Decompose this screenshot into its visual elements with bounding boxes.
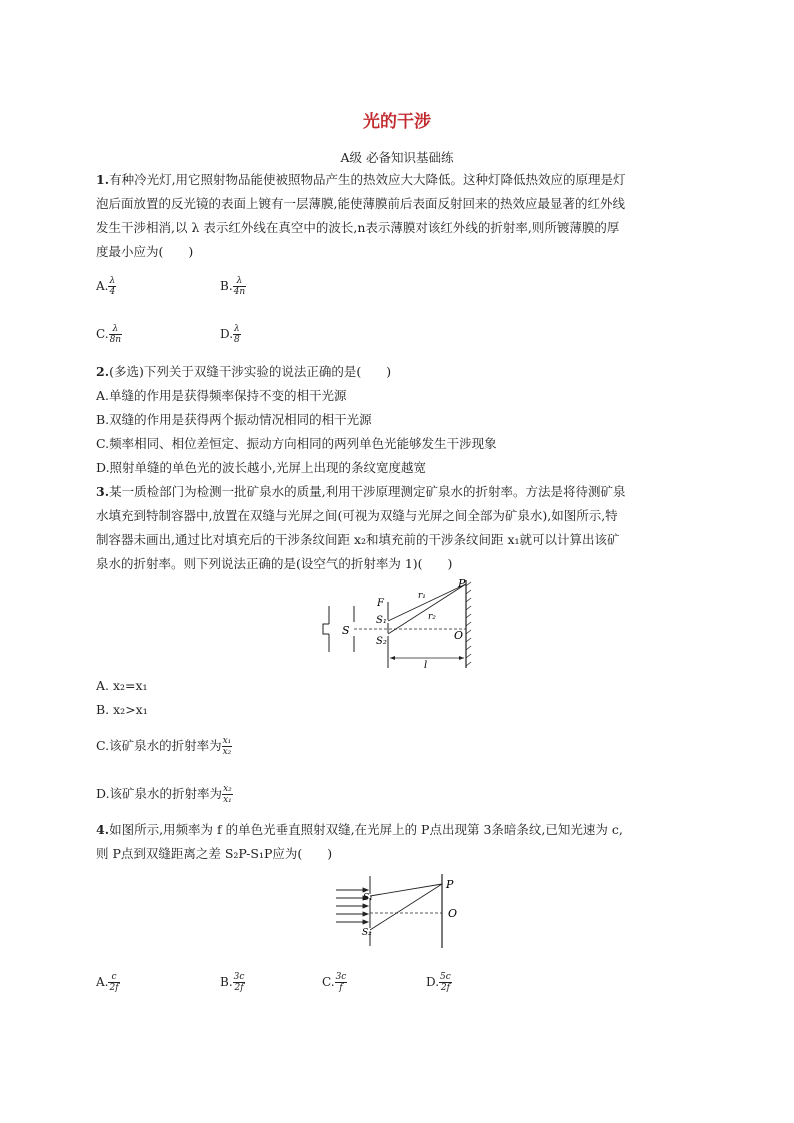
- question-1-line-2: 泡后面放置的反光镜的表面上镀有一层薄膜,能使薄膜前后表面反射回来的热效应最显著的红外线: [96, 196, 625, 211]
- figure-label-p: P: [458, 577, 466, 590]
- question-3-option-b[interactable]: B. x₂>x₁: [96, 702, 148, 717]
- question-3-option-a[interactable]: A. x₂=x₁: [96, 678, 148, 693]
- question-4-option-c[interactable]: C. $\frac{3c}{f}$: [322, 972, 347, 993]
- question-1-option-c[interactable]: C. $\frac{\lambda}{8n}$: [96, 324, 122, 345]
- question-3-line-4: 泉水的折射率。则下列说法正确的是(设空气的折射率为 1)( ): [96, 556, 453, 571]
- question-1-number: 1.: [96, 172, 110, 187]
- question-1-option-a[interactable]: A. $\frac{\lambda}{4}$: [96, 276, 116, 297]
- question-4-option-a[interactable]: A. $\frac{c}{2f}$: [96, 972, 119, 993]
- svg-text:O: O: [454, 629, 464, 642]
- question-1-line-1: 1.有种冷光灯,用它照射物品能使被照物品产生的热效应大大降低。这种灯降低热效应的原理是灯: [96, 172, 626, 187]
- question-1-line-3: 发生干涉相消,以 λ 表示红外线在真空中的波长,n表示薄膜对该红外线的折射率,则所镀薄膜的厚: [96, 220, 620, 235]
- svg-text:S₁: S₁: [376, 615, 387, 626]
- svg-text:l: l: [424, 660, 428, 671]
- svg-text:P: P: [446, 878, 454, 891]
- question-1-option-d[interactable]: D. $\frac{\lambda}{8}$: [220, 324, 240, 345]
- question-2-option-d[interactable]: D.照射单缝的单色光的波长越小,光屏上出现的条纹宽度越宽: [96, 460, 427, 475]
- question-1-line-4: 度最小应为( ): [96, 244, 194, 259]
- svg-text:F: F: [377, 598, 384, 609]
- question-1-option-b[interactable]: B. $\frac{\lambda}{4n}$: [220, 276, 246, 297]
- double-slit-figure-1: [318, 576, 478, 672]
- question-4-option-b[interactable]: B. $\frac{3c}{2f}$: [220, 972, 245, 993]
- svg-text:S: S: [342, 624, 350, 637]
- question-3-option-c[interactable]: C.该矿泉水的折射率为 $\frac{\text{x₁}}{\text{x₂}}$: [96, 736, 232, 757]
- svg-text:r₂: r₂: [428, 612, 436, 622]
- question-2-option-c[interactable]: C.频率相同、相位差恒定、振动方向相同的两列单色光能够发生干涉现象: [96, 436, 497, 451]
- question-2-option-b[interactable]: B.双缝的作用是获得两个振动情况相同的相干光源: [96, 412, 372, 427]
- question-2-option-a[interactable]: A.单缝的作用是获得频率保持不变的相干光源: [96, 388, 347, 403]
- question-3-line-2: 水填充到特制容器中,放置在双缝与光屏之间(可视为双缝与光屏之间全部为矿泉水),如图所示,特: [96, 508, 618, 523]
- section-subtitle: A级 必备知识基础练: [340, 150, 454, 165]
- double-slit-figure-2: [332, 872, 468, 950]
- svg-text:S₂: S₂: [376, 636, 387, 647]
- question-3-line-3: 制容器未画出,通过比对填充后的干涉条纹间距 x₂和填充前的干涉条纹间距 x₁就可以计算出该矿: [96, 532, 620, 547]
- svg-text:O: O: [448, 907, 458, 920]
- question-2-stem: 2.(多选)下列关于双缝干涉实验的说法正确的是( ): [96, 364, 392, 379]
- svg-text:S₂: S₂: [362, 928, 372, 938]
- question-3-option-d[interactable]: D.该矿泉水的折射率为 $\frac{\text{x₂}}{\text{x₁}}$: [96, 784, 232, 805]
- svg-text:r₁: r₁: [418, 591, 426, 601]
- question-3-line-1: 3.某一质检部门为检测一批矿泉水的质量,利用干涉原理测定矿泉水的折射率。方法是将待测矿泉: [96, 484, 626, 499]
- question-4-line-1: 4.如图所示,用频率为 f 的单色光垂直照射双缝,在光屏上的 P点出现第 3条暗条纹,已知光速为 c,: [96, 822, 623, 837]
- question-4-option-d[interactable]: D. $\frac{5c}{2f}$: [426, 972, 451, 993]
- svg-text:S₁: S₁: [363, 893, 373, 903]
- question-4-line-2: 则 P点到双缝距离之差 S₂P-S₁P应为( ): [96, 846, 333, 861]
- page-title: 光的干涉: [363, 112, 431, 132]
